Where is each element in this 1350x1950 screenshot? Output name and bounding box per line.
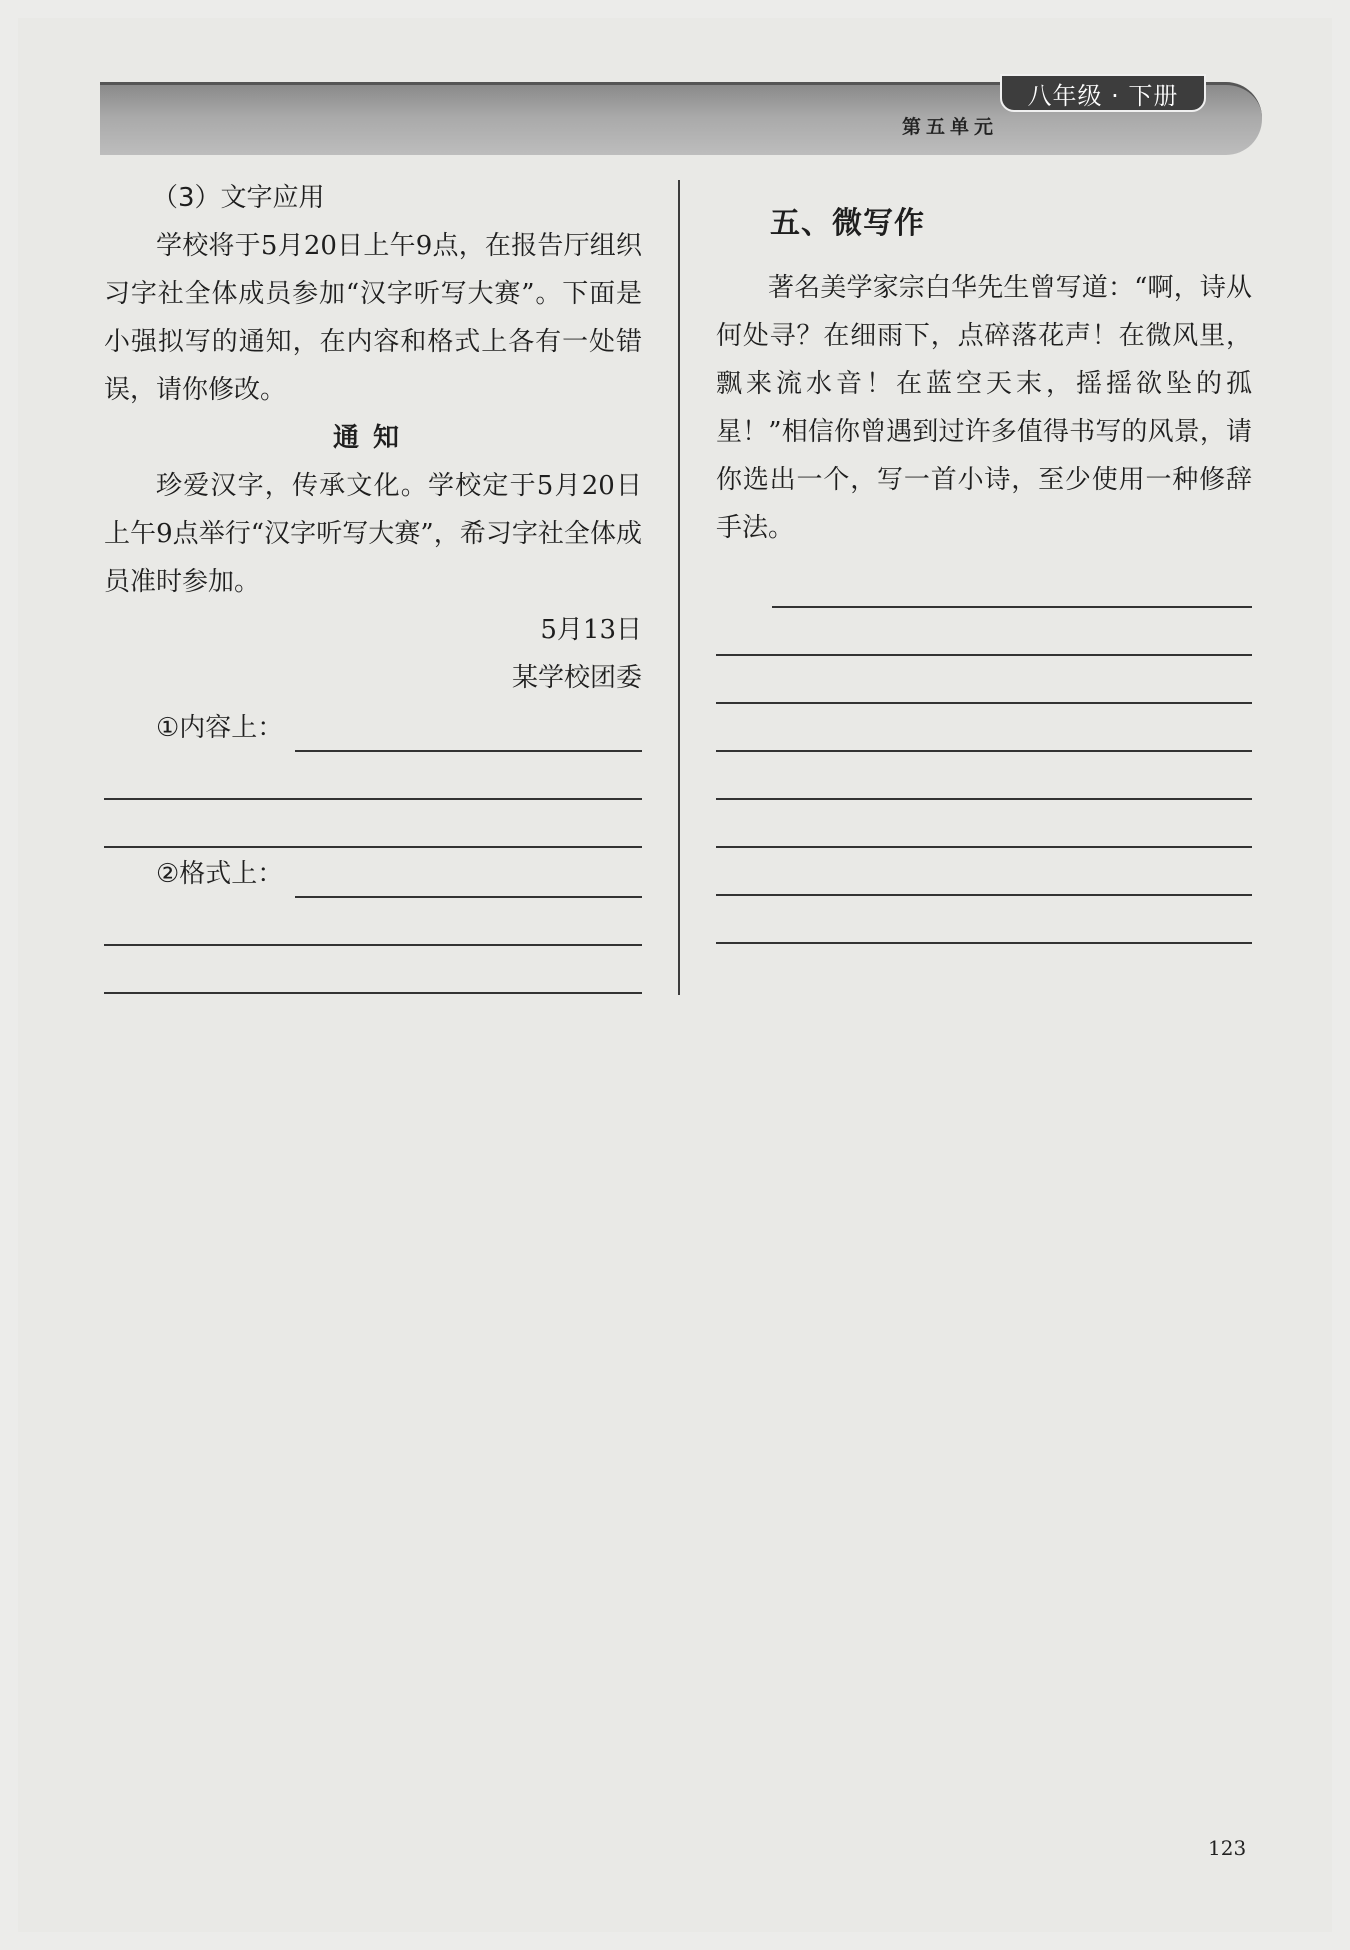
subheading: （3）文字应用 xyxy=(152,183,325,213)
page-number: 123 xyxy=(1208,1836,1247,1860)
answer-block-format xyxy=(104,850,642,994)
notice-title: 通知 xyxy=(332,423,413,453)
unit-label: 第五单元 xyxy=(901,116,998,138)
writing-area[interactable] xyxy=(716,560,1252,944)
answer-field-format[interactable] xyxy=(295,862,642,898)
grade-badge: 八年级 · 下册 xyxy=(1000,74,1206,112)
notice-signature: 某学校团委 xyxy=(511,663,642,693)
writing-line[interactable] xyxy=(716,656,1252,704)
column-divider xyxy=(678,180,680,995)
answer-block-content xyxy=(104,704,642,848)
writing-line[interactable] xyxy=(772,560,1252,608)
left-column xyxy=(104,174,642,994)
answer-line[interactable] xyxy=(104,800,642,848)
answer-row-content xyxy=(104,704,642,752)
right-column xyxy=(716,200,1252,944)
writing-line[interactable] xyxy=(716,896,1252,944)
answer-label-format: ②格式上： xyxy=(156,859,284,889)
writing-line[interactable] xyxy=(716,608,1252,656)
answer-line[interactable] xyxy=(104,898,642,946)
answer-field-content[interactable] xyxy=(295,716,642,752)
answer-line[interactable] xyxy=(104,752,642,800)
section-title: 五、微写作 xyxy=(770,206,925,241)
writing-line[interactable] xyxy=(716,704,1252,752)
notice-date: 5月13日 xyxy=(540,615,642,645)
writing-line[interactable] xyxy=(716,848,1252,896)
writing-line[interactable] xyxy=(716,800,1252,848)
writing-line[interactable] xyxy=(716,752,1252,800)
writing-prompt: 著名美学家宗白华先生曾写道：“啊，诗从何处寻？在细雨下，点碎落花声！在微风里，飘来流水音！在蓝空天末，摇摇欲坠的孤星！”相信你曾遇到过许多值得书写的风景，请你选出一个，写一首小诗，至少使用一种修辞手法。 xyxy=(716,273,1252,543)
answer-row-format xyxy=(104,850,642,898)
answer-line[interactable] xyxy=(104,946,642,994)
answer-label-content: ①内容上： xyxy=(156,713,284,743)
notice-body: 珍爱汉字，传承文化。学校定于5月20日上午9点举行“汉字听写大赛”，希习字社全体成员准时参加。 xyxy=(104,471,642,597)
intro-paragraph: 学校将于5月20日上午9点，在报告厅组织习字社全体成员参加“汉字听写大赛”。下面是小强拟写的通知，在内容和格式上各有一处错误，请你修改。 xyxy=(104,231,642,405)
